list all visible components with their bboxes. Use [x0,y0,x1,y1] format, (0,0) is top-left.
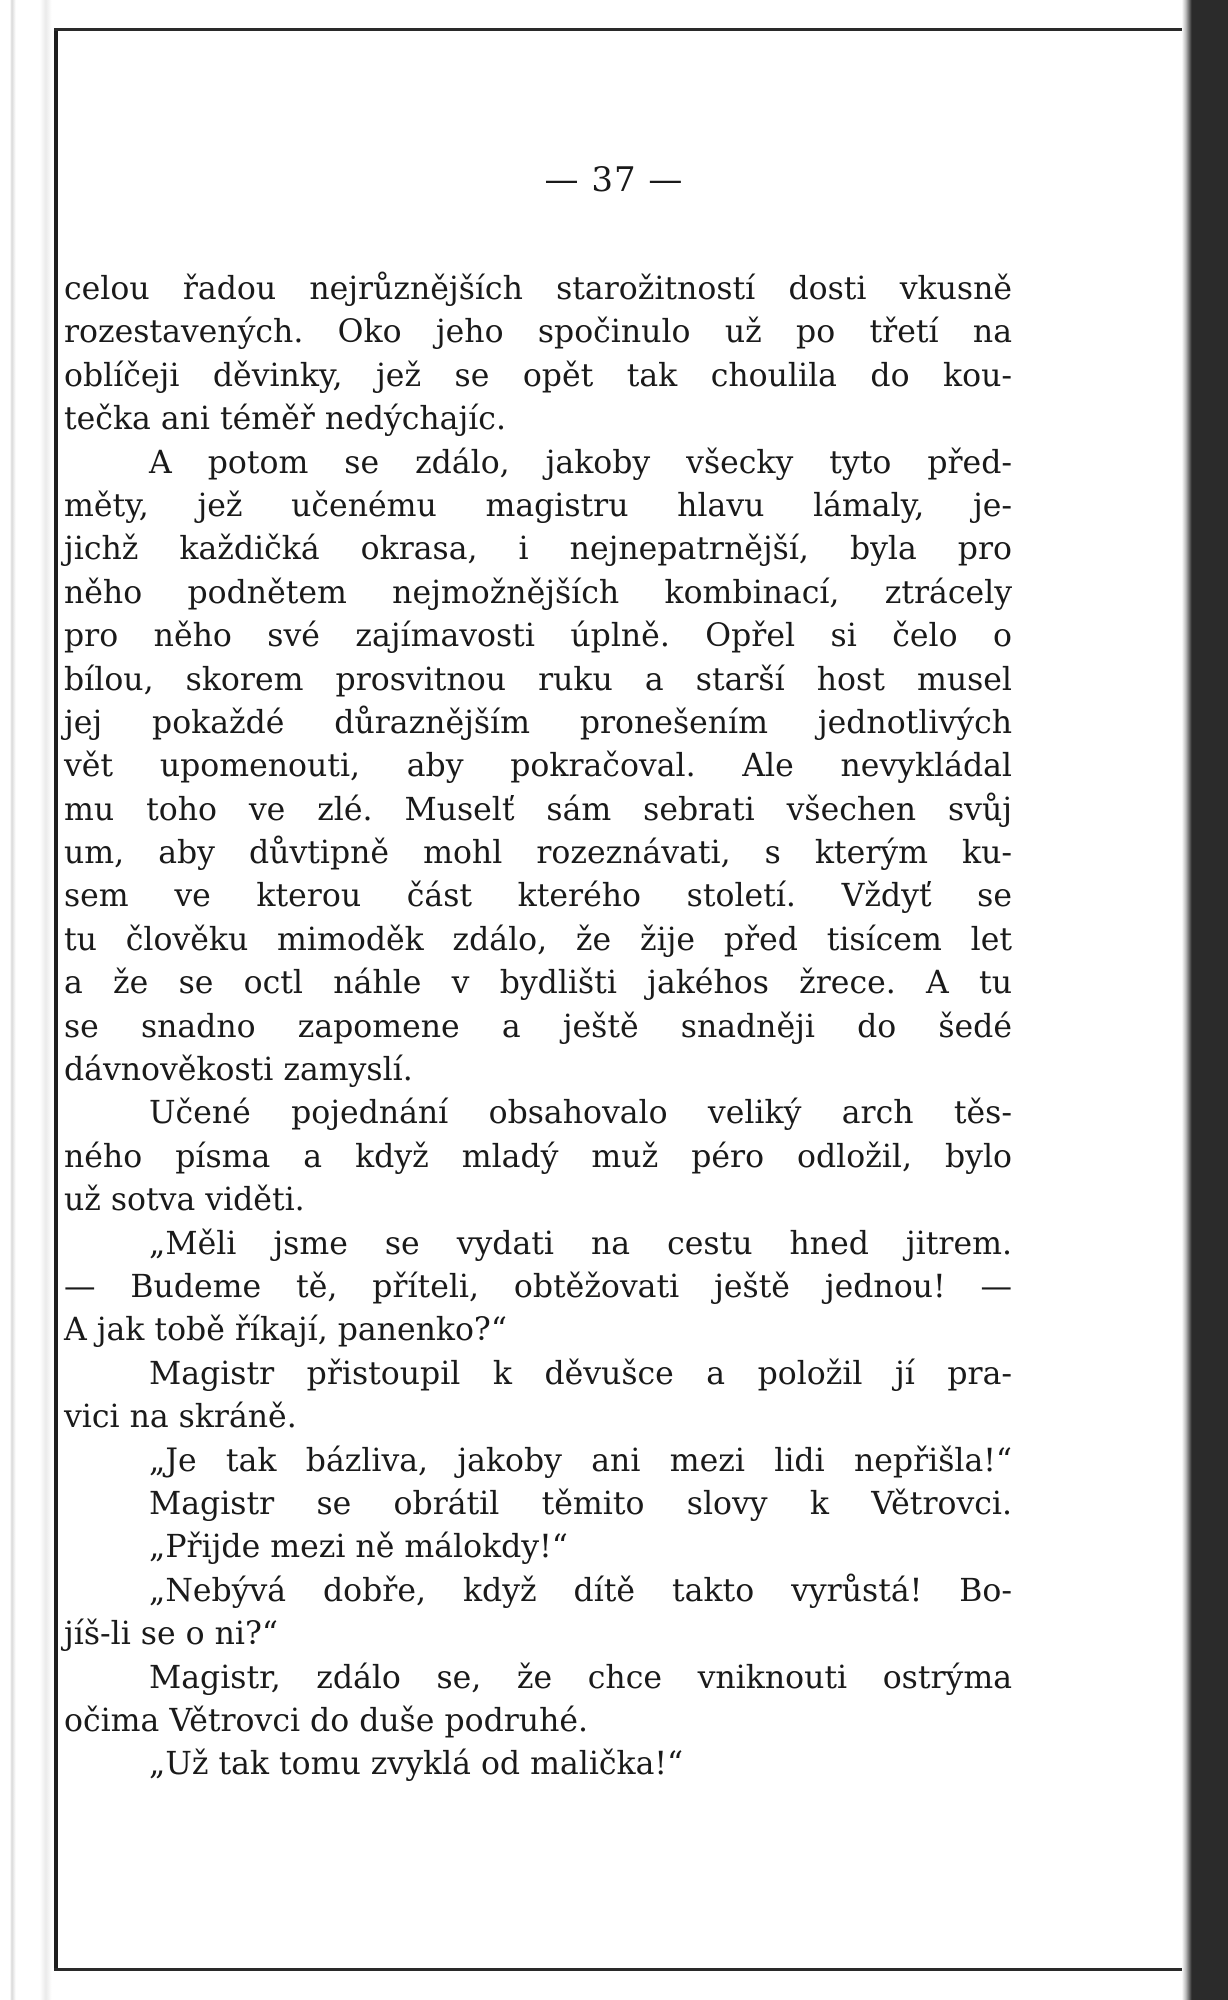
scan-page-border-left [54,30,58,1970]
text-body [64,268,1012,1787]
scan-page-border-bottom [54,1968,1184,1971]
text-line: Učené pojednání obsahovalo veliký arch těs- [149,1095,1012,1132]
text-line: jíš-li se o ni?“ [64,1616,278,1653]
text-line: pro něho své zajímavosti úplně. Opřel si čelo o [64,618,1012,655]
text-line: rozestavených. Oko jeho spočinulo už po třetí na [64,314,1012,351]
text-line: oblíčeji děvinky, jež se opět tak choulila do kou- [64,357,1012,394]
text-line: um, aby důvtipně mohl rozeznávati, s kterým ku- [64,835,1012,872]
text-line: už sotva viděti. [64,1182,305,1219]
text-line: A potom se zdálo, jakoby všecky tyto před- [149,444,1012,481]
text-line: „Už tak tomu zvyklá od malička!“ [149,1746,684,1783]
text-line: celou řadou nejrůznějších starožitností dosti vkusně [64,271,1012,307]
text-line: sem ve kterou část kterého století. Vždyť se [64,878,1012,915]
text-line: něho podnětem nejmožnějších kombinací, ztrácely [64,574,1012,611]
scan-page-border-top [54,28,1184,31]
text-line: jichž každičká okrasa, i nejnepatrnější, byla pro [64,531,1012,568]
text-line: měty, jež učenému magistru hlavu lámaly, je- [64,487,1012,524]
text-line: a že se octl náhle v bydlišti jakéhos žrece. A tu [64,965,1012,1002]
text-line: tečka ani téměř nedýchajíc. [64,401,506,438]
page-number: — 37 — [544,160,684,200]
text-line: Magistr, zdálo se, že chce vniknouti ostrýma [149,1659,1012,1696]
text-line: Magistr se obrátil těmito slovy k Větrovci. [149,1485,1012,1522]
text-line: se snadno zapomene a ještě snadněji do šedé [64,1008,1012,1045]
text-line: „Měli jsme se vydati na cestu hned jitrem. [149,1225,1012,1262]
text-line: A jak tobě říkají, panenko?“ [64,1312,507,1349]
scan-left-margin [0,0,52,2000]
text-line: vici na skráně. [64,1399,297,1436]
text-line: očima Větrovci do duše podruhé. [64,1702,589,1739]
text-line: mu toho ve zlé. Muselť sám sebrati všechen svůj [64,791,1012,828]
text-line: „Nebývá dobře, když dítě takto vyrůstá! Bo- [149,1572,1012,1609]
text-line: ného písma a když mladý muž péro odložil, bylo [64,1138,1012,1175]
scan-right-margin [1182,0,1228,2000]
text-line: jej pokaždé důraznějším pronešením jednotlivých [64,704,1012,741]
text-line: vět upomenouti, aby pokračoval. Ale nevykládal [64,748,1012,785]
text-line: dávnověkosti zamyslí. [64,1052,413,1089]
text-line: Magistr přistoupil k děvušce a položil jí pra- [149,1355,1012,1392]
text-line: tu člověku mimoděk zdálo, že žije před tisícem let [64,921,1012,958]
text-line: — Budeme tě, příteli, obtěžovati ještě jednou! — [64,1268,1012,1305]
text-line: bílou, skorem prosvitnou ruku a starší host musel [64,661,1012,698]
text-line: „Přijde mezi ně málokdy!“ [149,1529,568,1566]
text-line: „Je tak bázliva, jakoby ani mezi lidi nepřišla!“ [149,1442,1012,1479]
